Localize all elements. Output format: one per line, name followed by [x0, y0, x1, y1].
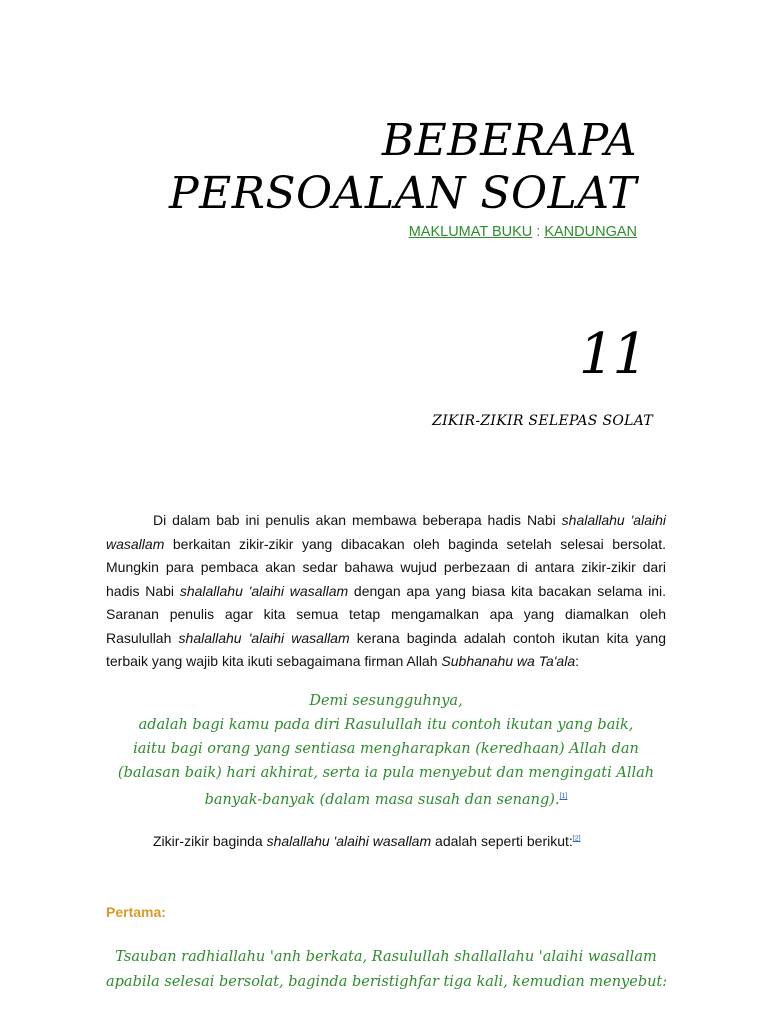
- quote-line: iaitu bagi orang yang sentiasa mengharapkan (keredhaan) Allah dan: [133, 741, 639, 757]
- book-title-line-1: BEBERAPA: [381, 115, 637, 166]
- book-title: [169, 114, 637, 220]
- chapter-title: ZIKIR-ZIKIR SELEPAS SOLAT: [432, 413, 653, 429]
- kandungan-link[interactable]: KANDUNGAN: [544, 224, 637, 240]
- quran-quote: [106, 689, 666, 812]
- maklumat-buku-link[interactable]: MAKLUMAT BUKU: [408, 224, 533, 240]
- nav-separator: :: [536, 224, 541, 240]
- book-nav-links: [409, 224, 637, 240]
- footnote-link-1[interactable]: [1]: [559, 793, 568, 800]
- zikir-intro-line: Zikir-zikir baginda shalallahu 'alaihi wasallam adalah seperti berikut:[2]: [153, 833, 581, 849]
- hadith-line: apabila selesai bersolat, baginda beristighfar tiga kali, kemudian menyebut:: [106, 974, 668, 990]
- section-label-pertama: Pertama:: [106, 904, 166, 920]
- book-title-line-2: PERSOALAN SOLAT: [169, 168, 637, 219]
- hadith-line: Tsauban radhiallahu 'anh berkata, Rasulullah shallallahu 'alaihi wasallam: [115, 949, 657, 965]
- footnote-link-2[interactable]: [2]: [572, 835, 581, 843]
- chapter-number: 11: [578, 322, 646, 387]
- quote-line-last: banyak-banyak (dalam masa susah dan senang).[1]: [204, 791, 568, 808]
- quote-line: (balasan baik) hari akhirat, serta ia pula menyebut dan mengingati Allah: [117, 765, 655, 781]
- quote-line: Demi sesungguhnya,: [309, 693, 463, 709]
- intro-paragraph: Di dalam bab ini penulis akan membawa beberapa hadis Nabi shalallahu 'alaihi wasallam berkaitan zikir-zikir yang dibacakan oleh baginda setelah selesai bersolat. Mungkin para pembaca akan sedar bahawa wujud perbezaan di antara zikir-zikir dari hadis Nabi shalallahu 'alaihi wasallam dengan apa yang biasa kita bacakan selama ini. Saranan penulis agar kita semua tetap mengamalkan apa yang diamalkan oleh Rasulullah shalallahu 'alaihi wasallam kerana baginda adalah contoh ikutan kita yang terbaik yang wajib kita ikuti sebagaimana firman Allah Subhanahu wa Ta'ala:: [106, 512, 667, 669]
- quote-line: adalah bagi kamu pada diri Rasulullah itu contoh ikutan yang baik,: [138, 717, 634, 733]
- hadith-text: [106, 945, 666, 995]
